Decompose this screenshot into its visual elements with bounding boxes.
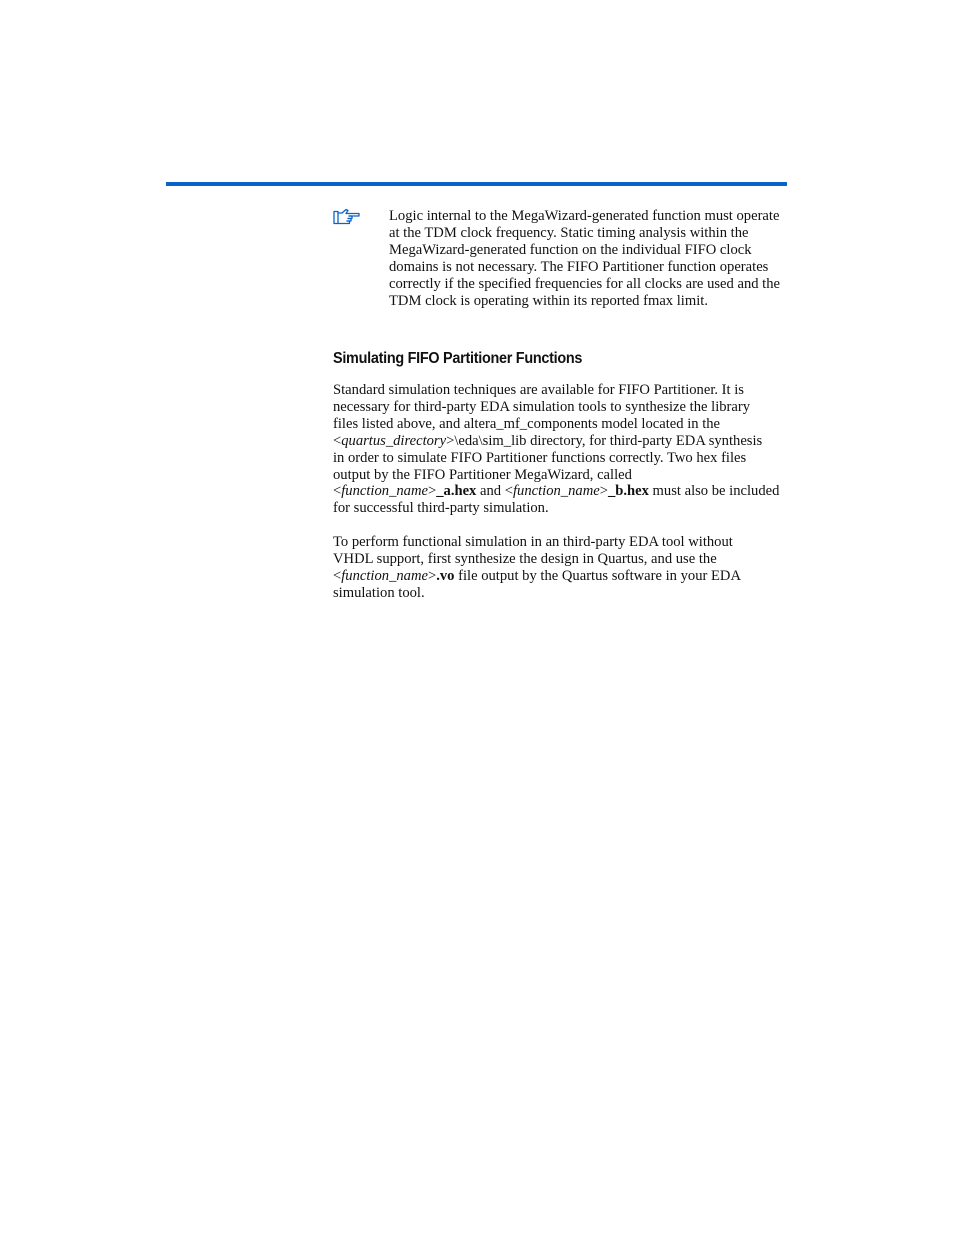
- a-hex-filename: _a.hex: [436, 483, 477, 500]
- vo-filename: .vo: [436, 567, 455, 584]
- text-line: files listed above, and altera_mf_components model located in the: [333, 415, 721, 432]
- pointing-hand-icon: [333, 208, 361, 226]
- text-line: simulation tool.: [333, 584, 425, 601]
- text-line: <quartus_directory>\eda\sim_lib directory, for third-party EDA synthesis: [333, 432, 763, 449]
- text-line: <function_name>.vo file output by the Quartus software in your EDA: [333, 567, 742, 584]
- function-name-placeholder: function_name: [341, 483, 428, 500]
- section-heading: Simulating FIFO Partitioner Functions: [333, 350, 583, 367]
- paragraph-simulation-techniques: [333, 382, 779, 517]
- text-line: To perform functional simulation in an third-party EDA tool without: [333, 534, 733, 550]
- quartus-directory-placeholder: quartus_directory: [341, 432, 447, 449]
- text-line: output by the FIFO Partitioner MegaWizard, called: [333, 466, 632, 483]
- text-line: in order to simulate FIFO Partitioner functions correctly. Two hex files: [333, 449, 747, 466]
- note-text: Logic internal to the MegaWizard-generated function must operate at the TDM clock frequency. Static timing analysis within the MegaWizard-generated function on the individual FIFO clock domains is not necessary. The FIFO Partitioner function operates correctly if the specified frequencies for all clocks are used and the TDM clock is operating within its reported fmax limit.: [389, 208, 781, 309]
- text-line: Standard simulation techniques are available for FIFO Partitioner. It is: [333, 382, 744, 398]
- b-hex-filename: _b.hex: [607, 483, 649, 500]
- text-line: for successful third-party simulation.: [333, 500, 549, 517]
- text-line: VHDL support, first synthesize the design in Quartus, and use the: [333, 550, 717, 567]
- text-line: necessary for third-party EDA simulation tools to synthesize the library: [333, 398, 751, 415]
- function-name-placeholder: function_name: [512, 483, 600, 500]
- function-name-placeholder: function_name: [341, 567, 428, 584]
- paragraph-functional-simulation: [333, 534, 741, 602]
- text-line: <function_name>_a.hex and <function_name>_b.hex must also be included: [333, 483, 780, 500]
- header-rule: [166, 182, 787, 186]
